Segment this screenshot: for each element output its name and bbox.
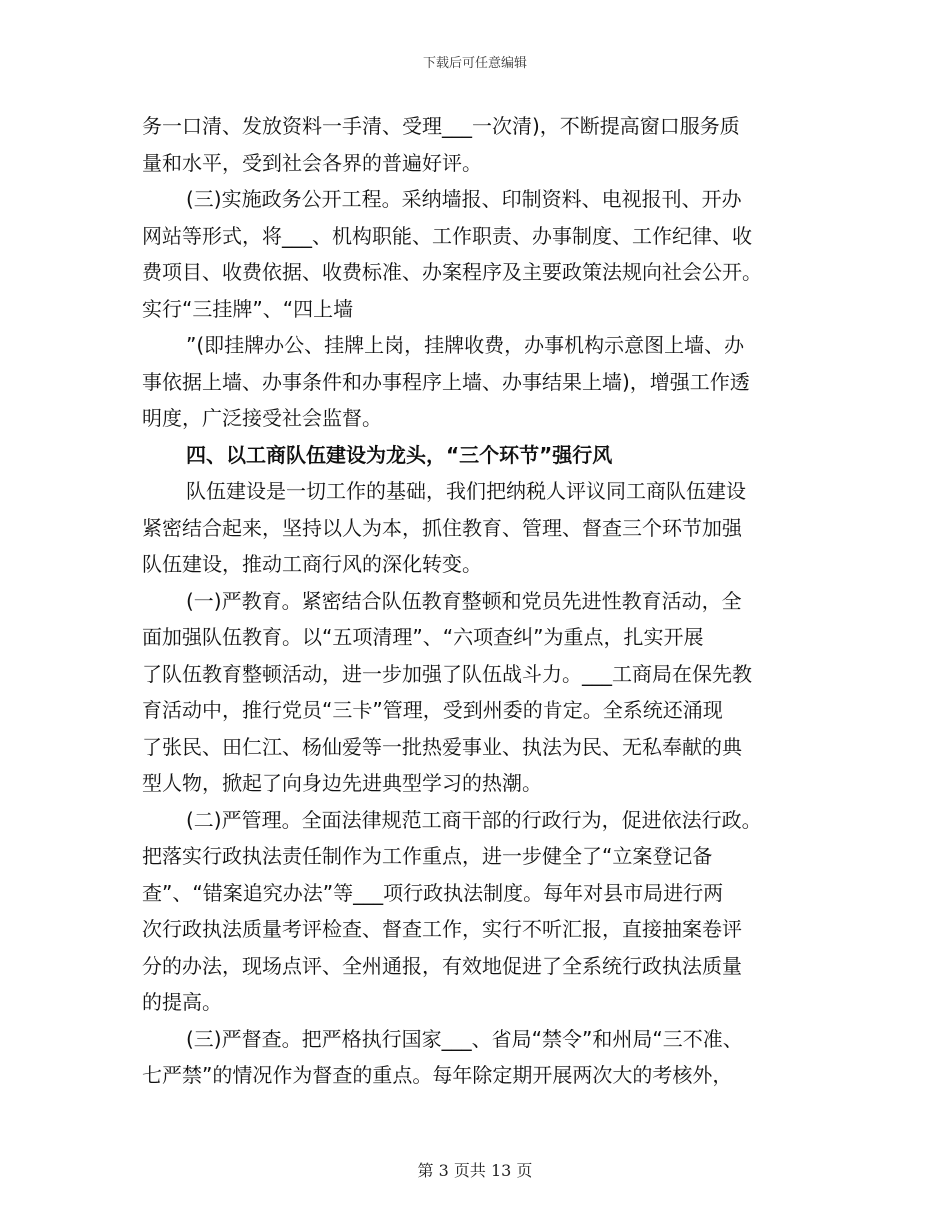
text-line: 型人物，掀起了向身边先进典型学习的热潮。 <box>142 771 542 795</box>
text-line: ”(即挂牌办公、挂牌上岗，挂牌收费，办事机构示意图上墙、办 <box>186 333 745 357</box>
text-line: 把落实行政执法责任制作为工作重点，进一步健全了“立案登记备 <box>142 844 713 868</box>
text-line: 查”、“错案追究办法”等___项行政执法制度。每年对县市局进行两 <box>142 880 724 905</box>
text-line: 量和水平，受到社会各界的普遍好评。 <box>142 150 482 175</box>
text-line: 队伍建设，推动工商行风的深化转变。 <box>142 552 482 576</box>
text-line: 网站等形式，将___、机构职能、工作职责、办事制度、工作纪律、收 <box>142 223 752 248</box>
page-header: 下载后可任意编辑 <box>422 56 527 71</box>
text-line: 育活动中，推行党员“三卡”管理，受到州委的肯定。全系统还涌现 <box>142 698 723 722</box>
text-line: 紧密结合起来，坚持以人为本，抓住教育、管理、督查三个环节加强 <box>142 515 742 540</box>
text-line: 分的办法，现场点评、全州通报，有效地促进了全系统行政执法质量 <box>142 953 742 978</box>
paragraph-start: (一)严教育。紧密结合队伍教育整顿和党员先进性教育活动，全 <box>186 588 742 613</box>
document-body <box>142 108 822 1094</box>
text-line: 明度，广泛接受社会监督。 <box>142 406 382 430</box>
paragraph-start: (二)严管理。全面法律规范工商干部的行政行为，促进依法行政。 <box>186 807 762 832</box>
text-line: 事依据上墙、办事条件和办事程序上墙、办事结果上墙)，增强工作透 <box>142 369 750 394</box>
text-line: 面加强队伍教育。以“五项清理”、“六项查纠”为重点，扎实开展 <box>142 625 704 649</box>
page-footer: 第 3 页共 13 页 <box>417 1161 533 1180</box>
text-line: 费项目、收费依据、收费标准、办案程序及主要政策法规向社会公开。 <box>142 260 762 284</box>
paragraph-start: 队伍建设是一切工作的基础，我们把纳税人评议同工商队伍建设 <box>186 479 746 503</box>
text-line: 次行政执法质量考评检查、督查工作，实行不听汇报，直接抽案卷评 <box>142 917 742 941</box>
text-line: 务一口清、发放资料一手清、受理___一次清)，不断提高窗口服务质 <box>142 114 740 138</box>
text-line: 了张民、田仁江、杨仙爱等一批热爱事业、执法为民、无私奉献的典 <box>142 734 742 759</box>
paragraph-start: (三)实施政务公开工程。采纳墙报、印制资料、电视报刊、开办 <box>186 187 742 211</box>
section-heading: 四、以工商队伍建设为龙头，“三个环节”强行风 <box>186 442 613 467</box>
text-line: 实行“三挂牌”、“四上墙 <box>142 296 354 321</box>
text-line: 七严禁”的情况作为督查的重点。每年除定期开展两次大的考核外， <box>142 1063 733 1087</box>
paragraph-start: (三)严督查。把严格执行国家___、省局“禁令”和州局“三不准、 <box>186 1026 743 1051</box>
text-line: 的提高。 <box>142 990 222 1014</box>
text-line: 了队伍教育整顿活动，进一步加强了队伍战斗力。___工商局在保先教 <box>142 661 752 686</box>
